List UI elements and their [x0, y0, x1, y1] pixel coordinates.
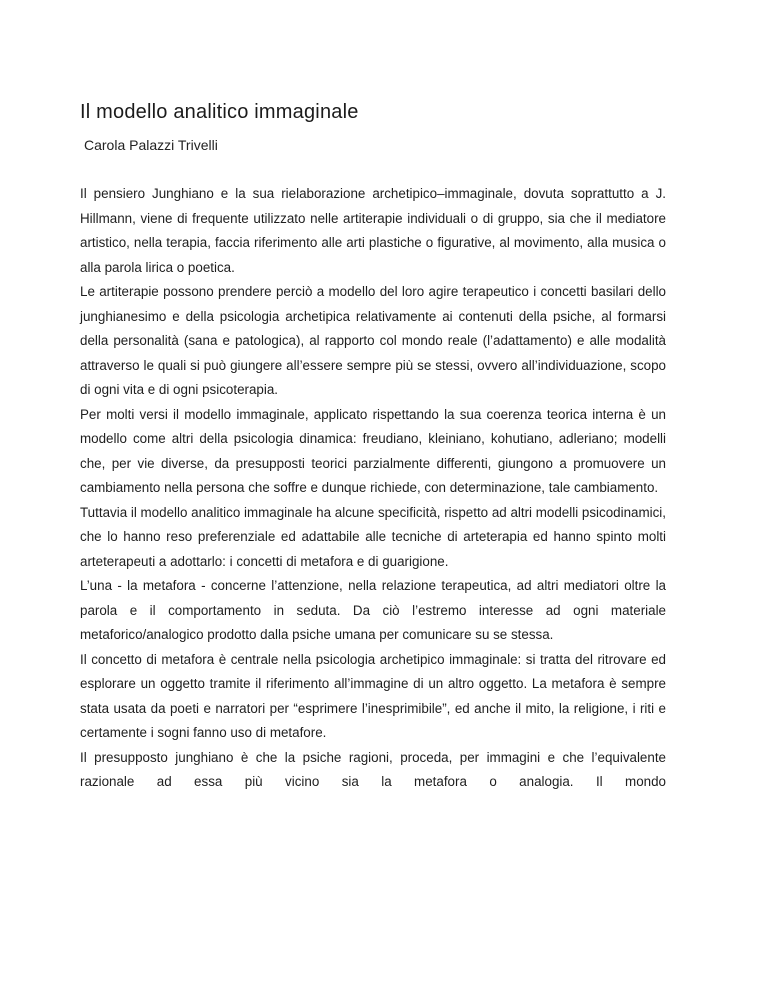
paragraph: Tuttavia il modello analitico immaginale ha alcune specificità, rispetto ad altri modelli psicodinamici, che lo hanno reso preferenziale ed adattabile alle tecniche di arteterapia ed hanno spinto molti arteterapeuti a adottarlo: i concetti di metafora e di guarigione. — [80, 504, 666, 569]
author-line: Carola Palazzi Trivelli — [84, 137, 218, 153]
paragraph: Il pensiero Junghiano e la sua rielaborazione archetipico–immaginale, dovuta soprattutto a J. Hillmann, viene di frequente utilizzato nelle artiterapie individuali o di gruppo, sia che il mediatore artistico, nella terapia, faccia riferimento alle arti plastiche o figurative, al movimento, alla musica o alla parola lirica o poetica. — [80, 186, 666, 275]
body-text — [80, 182, 666, 795]
paragraph: Il concetto di metafora è centrale nella psicologia archetipico immaginale: si tratta del ritrovare ed esplorare un oggetto tramite il riferimento all’immagine di un altro oggetto. La metafora è sempre stata usata da poeti e narratori per “esprimere l’inesprimibile”, ed anche il mito, la religione, i riti e certamente i sogni fanno uso di metafore. — [80, 651, 666, 740]
paragraph: Le artiterapie possono prendere perciò a modello del loro agire terapeutico i concetti basilari dello junghianesimo e della psicologia archetipica relativamente ai contenuti della psiche, al formarsi della personalità (sana e patologica), al rapporto col mondo reale (l’adattamento) e alle modalità attraverso le quali si può giungere all’essere sempre più se stessi, ovvero all’individuazione, scopo di ogni vita e di ogni psicoterapia. — [80, 284, 666, 397]
paragraph: Il presupposto junghiano è che la psiche ragioni, proceda, per immagini e che l’equivalente razionale ad essa più vicino sia la metafora o analogia. Il mondo — [80, 749, 666, 789]
page-title: Il modello analitico immaginale — [80, 101, 359, 123]
text-column — [80, 0, 666, 795]
paragraph: L’una - la metafora - concerne l’attenzione, nella relazione terapeutica, ad altri mediatori oltre la parola e il comportamento in seduta. Da ciò l’estremo interesse ad ogni materiale metaforico/analogico prodotto dalla psiche umana per comunicare su se stessa. — [80, 578, 666, 642]
paragraph: Per molti versi il modello immaginale, applicato rispettando la sua coerenza teorica interna è un modello come altri della psicologia dinamica: freudiano, kleiniano, kohutiano, adleriano; modelli che, per vie diverse, da presupposti teorici parzialmente differenti, giungono a promuovere un cambiamento nella persona che soffre e dunque richiede, con determinazione, tale cambiamento. — [80, 406, 666, 495]
